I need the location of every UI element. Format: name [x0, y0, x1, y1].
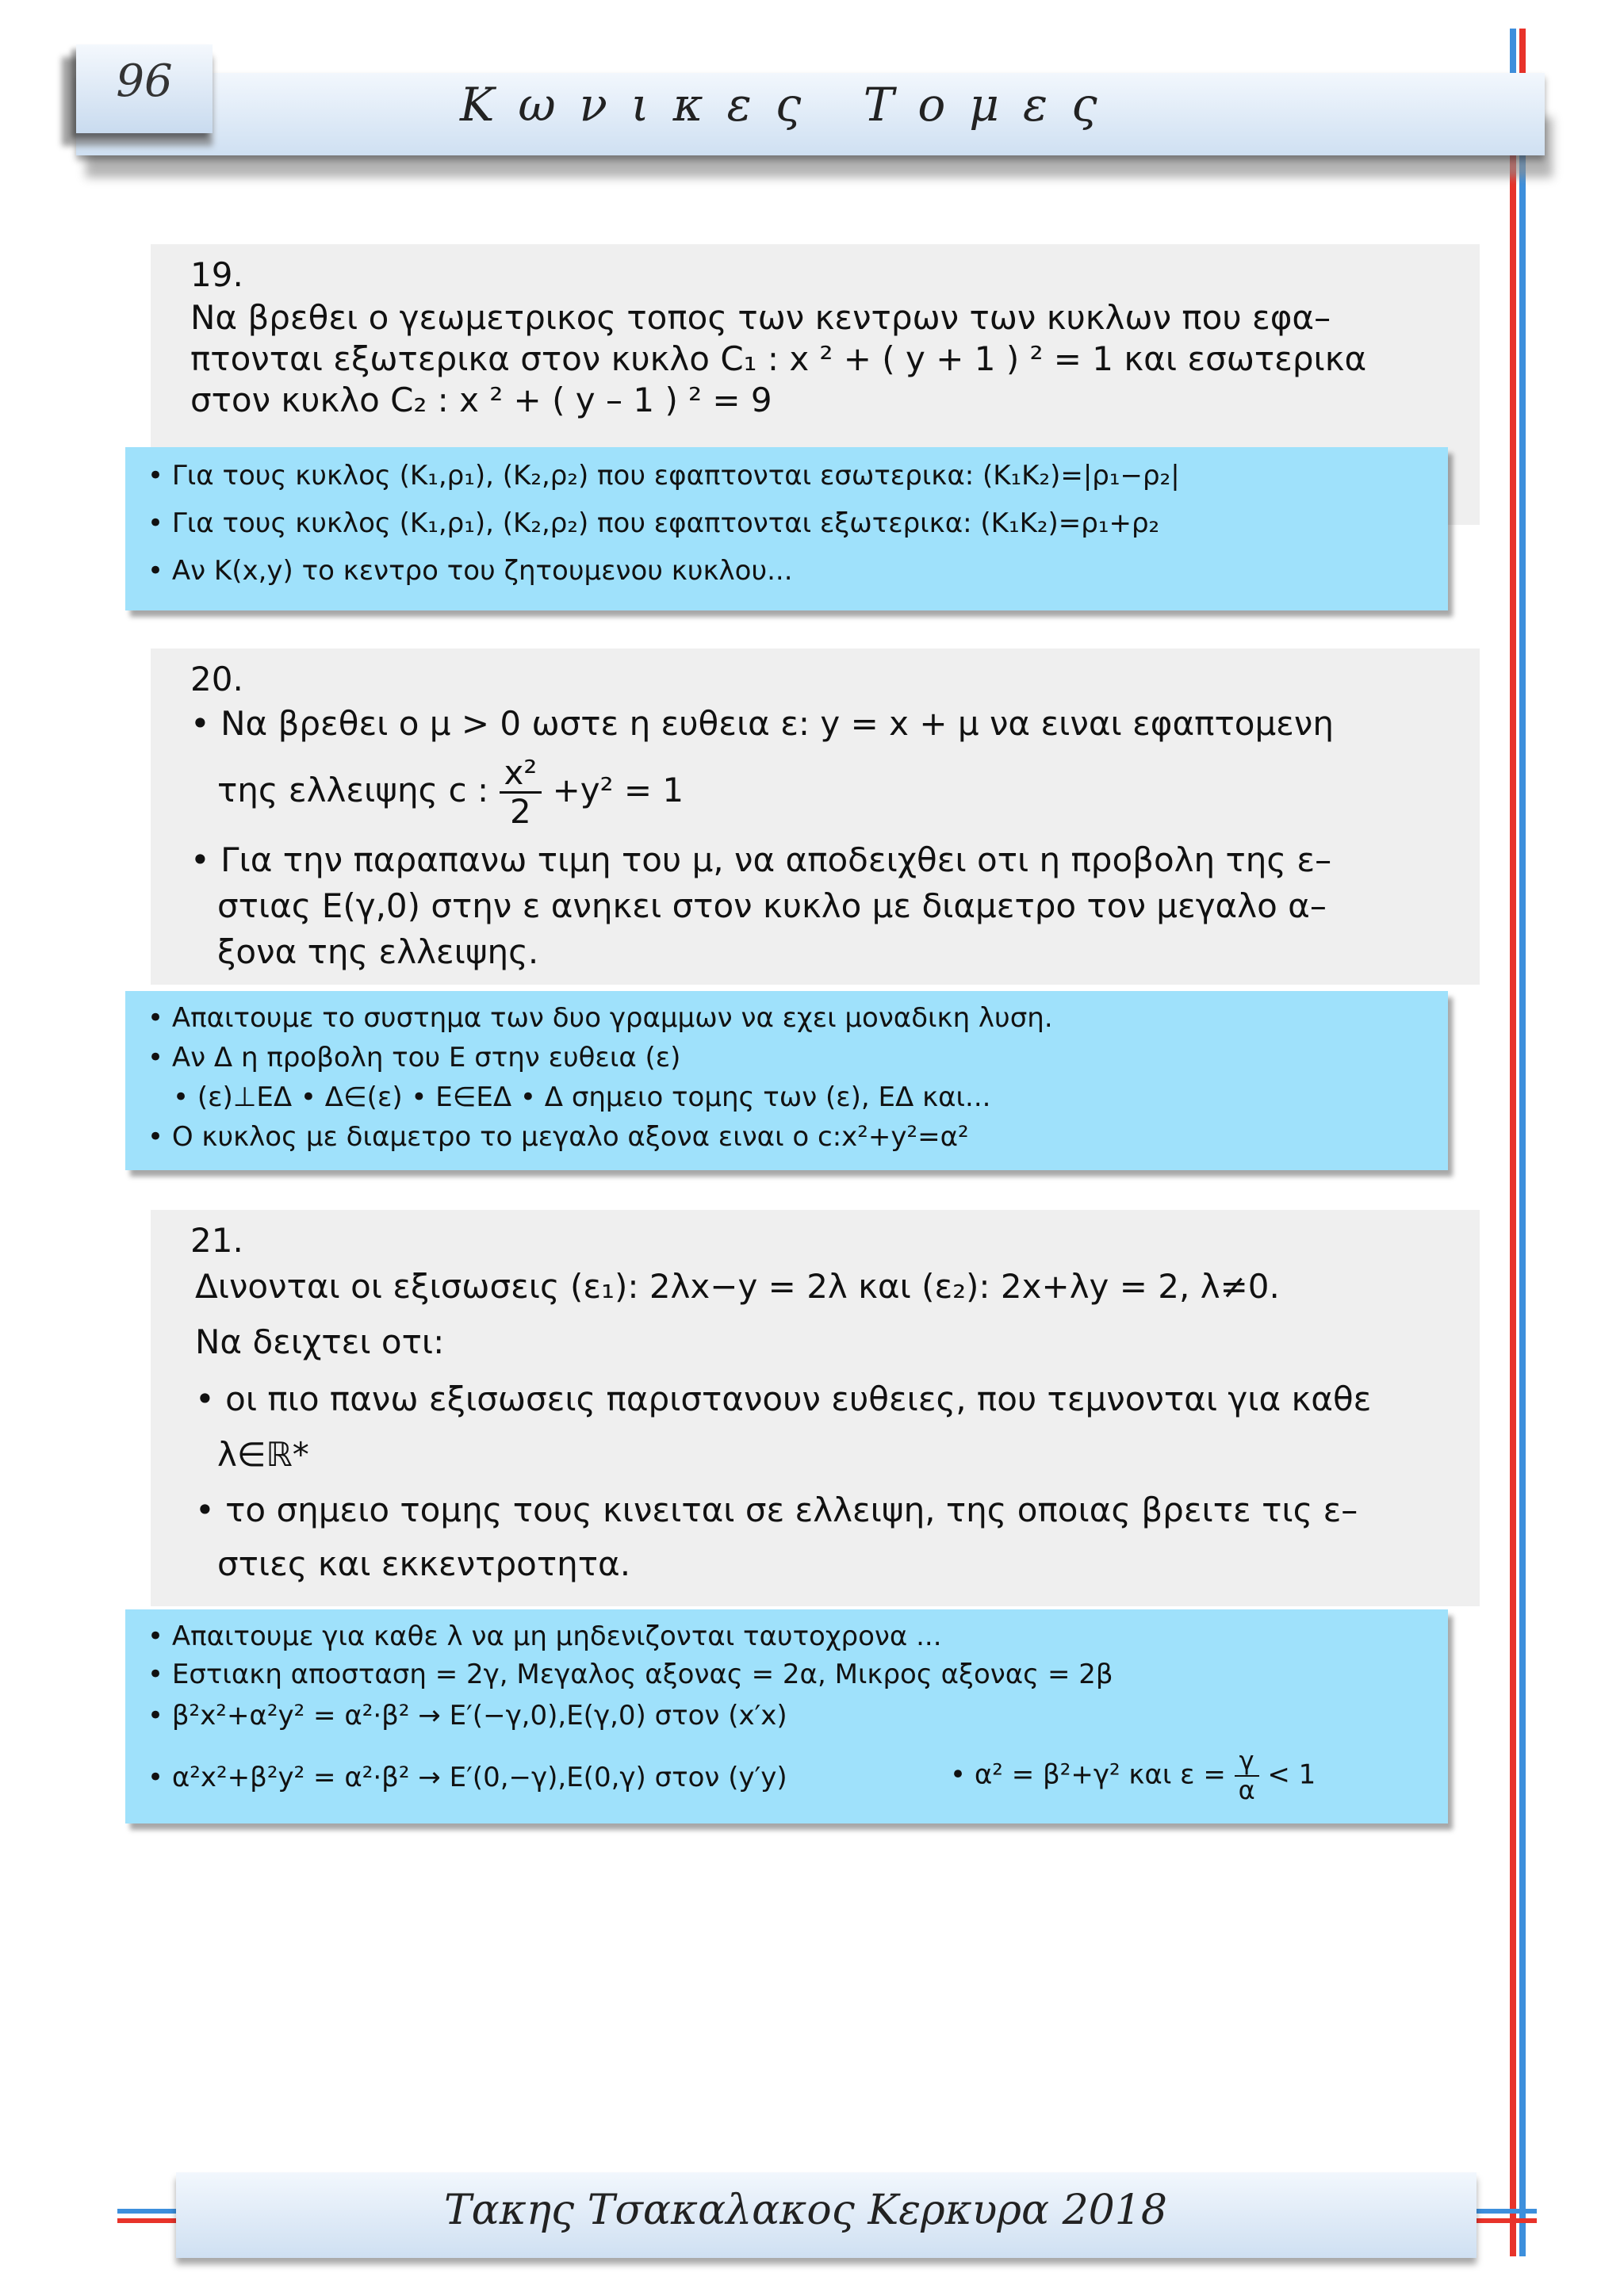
footer-rail-right-red	[1477, 2218, 1537, 2223]
problem-20-bullet-1b	[217, 755, 684, 830]
problem-20-bullet-1a: • Να βρεθει ο μ > 0 ωστε η ευθεια ε: y = x + μ να ειναι εφαπτομενη	[190, 704, 1334, 743]
chapter-title: Κωνικες Τομες	[460, 78, 1121, 132]
problem-21-hint-box	[125, 1609, 1448, 1823]
right-rail-red-long	[1510, 155, 1516, 2256]
right-rail-blue	[1510, 29, 1516, 73]
problem-21-number: 21.	[190, 1221, 243, 1260]
problem-19-line-1: Να βρεθει ο γεωμετρικος τοπος των κεντρων των κυκλων που εφα–	[190, 298, 1331, 337]
eccentricity-numerator: γ	[1235, 1747, 1259, 1777]
hint-19-3: • Αν K(x,y) το κεντρο του ζητουμενου κυκλου...	[147, 555, 793, 587]
problem-21-line-2: Να δειχτει οτι:	[195, 1322, 445, 1361]
hint-21-4: • α²x²+β²y² = α²·β² → Ε′(0,−γ),Ε(0,γ) στον (y′y)	[147, 1762, 787, 1793]
ellipse-label: της ελλειψης c :	[217, 771, 489, 810]
footer-rail-left-blue	[117, 2209, 178, 2214]
hint-19-1: • Για τους κυκλος (K₁,ρ₁), (K₂,ρ₂) που εφαπτονται εσωτερικα: (K₁K₂)=|ρ₁−ρ₂|	[147, 460, 1180, 492]
problem-19-number: 19.	[190, 255, 243, 294]
page-number: 96	[116, 55, 173, 107]
problem-21-line-5: • το σημειο τομης τους κινειται σε ελλειψη, της οποιας βρειτε τις ε–	[195, 1490, 1358, 1529]
hint-20-4: • Ο κυκλος με διαμετρο το μεγαλο αξονα ειναι ο c:x²+y²=α²	[147, 1121, 969, 1153]
problem-20-number: 20.	[190, 660, 243, 698]
footer-author-place-year: Τακης Τσακαλακος Κερκυρα 2018	[444, 2187, 1167, 2234]
footer-rail-right-blue	[1477, 2209, 1537, 2214]
fraction-denominator: 2	[510, 792, 531, 832]
ellipse-fraction	[500, 755, 542, 830]
problem-19-hint-box	[125, 447, 1448, 610]
problem-20-hint-box	[125, 991, 1448, 1170]
ellipse-rest: +y² = 1	[552, 771, 684, 810]
eccentricity-fraction	[1235, 1747, 1259, 1804]
hint-20-3: • (ε)⊥ΕΔ • Δ∈(ε) • Ε∈ΕΔ • Δ σημειο τομης των (ε), ΕΔ και...	[173, 1081, 991, 1113]
fraction-numerator: x²	[500, 755, 542, 794]
right-rail-red	[1519, 29, 1526, 73]
hint-21-3: • β²x²+α²y² = α²·β² → Ε′(−γ,0),Ε(γ,0) στον (x′x)	[147, 1700, 787, 1732]
hint-20-2: • Αν Δ η προβολη του Ε στην ευθεια (ε)	[147, 1042, 681, 1073]
problem-21-line-1: Δινονται οι εξισωσεις (ε₁): 2λx−y = 2λ και (ε₂): 2x+λy = 2, λ≠0.	[195, 1267, 1280, 1306]
eccentricity-denominator: α	[1238, 1775, 1255, 1806]
problem-19-line-3: στον κυκλο C₂ : x ² + ( y – 1 ) ² = 9	[190, 381, 772, 419]
eccentricity-bound: < 1	[1267, 1758, 1316, 1791]
hint-21-2: • Εστιακη αποσταση = 2γ, Μεγαλος αξονας = 2α, Μικρος αξονας = 2β	[147, 1659, 1113, 1690]
footer-rail-left-red	[117, 2218, 178, 2223]
hint-21-eccentricity	[950, 1747, 1316, 1804]
problem-19-line-2: πτονται εξωτερικα στον κυκλο C₁ : x ² + ( y + 1 ) ² = 1 και εσωτερικα	[190, 339, 1367, 378]
problem-21-line-3: • οι πιο πανω εξισωσεις παριστανουν ευθειες, που τεμνονται για καθε	[195, 1380, 1372, 1418]
problem-21-line-4: λ∈ℝ*	[217, 1435, 309, 1474]
eccentricity-label: • α² = β²+γ² και ε =	[950, 1758, 1226, 1791]
hint-21-1: • Απαιτουμε για καθε λ να μη μηδενιζονται ταυτοχρονα ...	[147, 1621, 942, 1652]
right-rail-blue-long	[1519, 155, 1526, 2256]
problem-21-line-6: στιες και εκκεντροτητα.	[217, 1544, 631, 1583]
hint-19-2: • Για τους κυκλος (K₁,ρ₁), (K₂,ρ₂) που εφαπτονται εξωτερικα: (K₁K₂)=ρ₁+ρ₂	[147, 507, 1160, 539]
problem-20-bullet-2-line-1: • Για την παραπανω τιμη του μ, να αποδειχθει οτι η προβολη της ε–	[190, 840, 1332, 879]
problem-20-bullet-2-line-3: ξονα της ελλειψης.	[217, 932, 539, 971]
problem-20-bullet-2-line-2: στιας Ε(γ,0) στην ε ανηκει στον κυκλο με διαμετρο τον μεγαλο α–	[217, 886, 1327, 925]
hint-20-1: • Απαιτουμε το συστημα των δυο γραμμων να εχει μοναδικη λυση.	[147, 1002, 1053, 1034]
